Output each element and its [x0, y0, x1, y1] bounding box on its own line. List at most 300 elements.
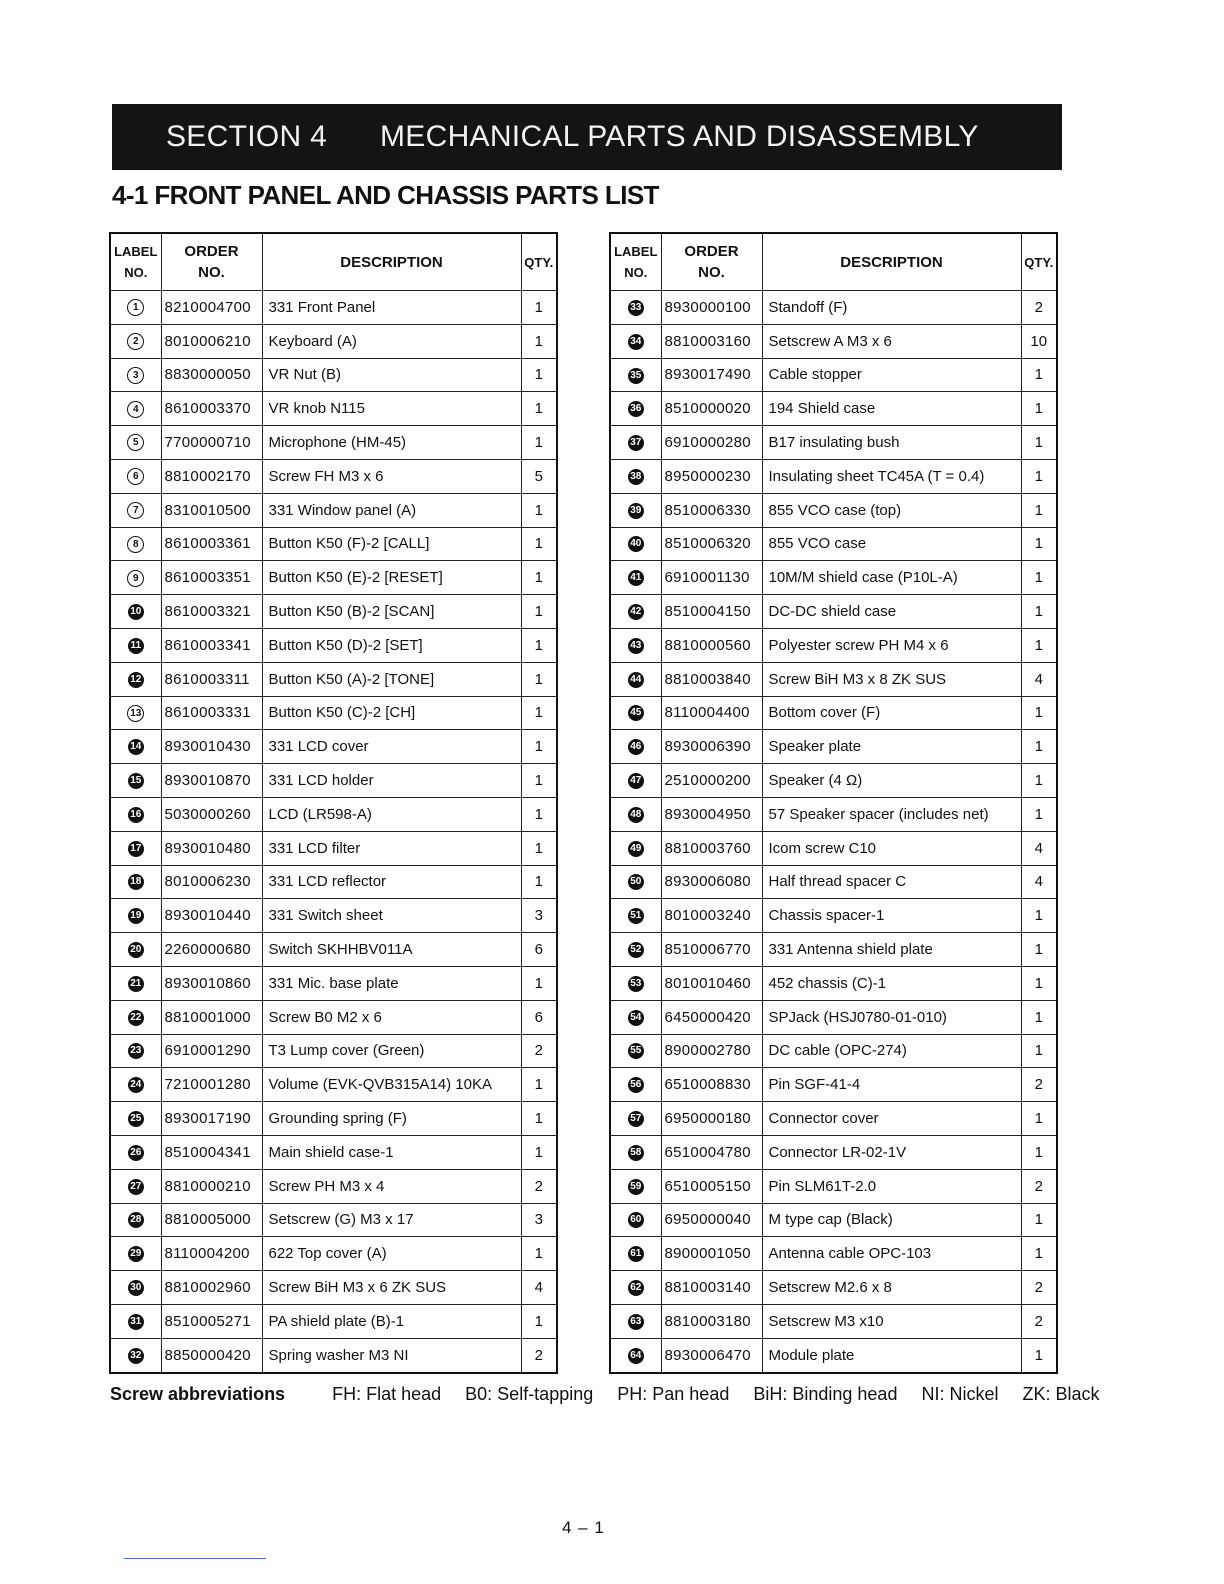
- order-number-cell: 8810000210: [161, 1169, 262, 1203]
- quantity-cell: 2: [521, 1169, 557, 1203]
- table-row: [610, 426, 1057, 460]
- label-cell: [110, 527, 161, 561]
- footer-rule: [124, 1558, 266, 1559]
- quantity-cell: 1: [521, 392, 557, 426]
- label-number-badge: 23: [128, 1043, 144, 1059]
- description-cell: VR Nut (B): [262, 358, 521, 392]
- label-cell: [610, 1102, 661, 1136]
- header-description: DESCRIPTION: [762, 233, 1021, 291]
- table-row: [610, 1338, 1057, 1372]
- header-qty: QTY.: [521, 233, 557, 291]
- table-row: [110, 595, 557, 629]
- table-row: [610, 1169, 1057, 1203]
- table-row: [110, 1034, 557, 1068]
- quantity-cell: 4: [1021, 831, 1057, 865]
- quantity-cell: 1: [521, 595, 557, 629]
- description-cell: Screw BiH M3 x 8 ZK SUS: [762, 662, 1021, 696]
- abbreviation-item: NI: Nickel: [921, 1384, 999, 1404]
- label-cell: [610, 662, 661, 696]
- description-cell: T3 Lump cover (Green): [262, 1034, 521, 1068]
- header-label: LABEL NO.: [610, 233, 661, 291]
- order-number-cell: 8510006320: [661, 527, 762, 561]
- description-cell: PA shield plate (B)-1: [262, 1304, 521, 1338]
- quantity-cell: 1: [521, 730, 557, 764]
- label-number-badge: 48: [628, 807, 644, 823]
- label-cell: [610, 696, 661, 730]
- table-row: [610, 324, 1057, 358]
- label-cell: [110, 730, 161, 764]
- order-number-cell: 8110004400: [661, 696, 762, 730]
- order-number-cell: 8610003321: [161, 595, 262, 629]
- label-number-badge: 44: [628, 672, 644, 688]
- quantity-cell: 1: [1021, 392, 1057, 426]
- order-number-cell: 7210001280: [161, 1068, 262, 1102]
- table-row: [610, 1068, 1057, 1102]
- label-cell: [610, 797, 661, 831]
- quantity-cell: 1: [521, 527, 557, 561]
- table-header-row: [610, 233, 1057, 291]
- description-cell: Spring washer M3 NI: [262, 1338, 521, 1372]
- order-number-cell: 8930010860: [161, 966, 262, 1000]
- description-cell: Main shield case-1: [262, 1135, 521, 1169]
- quantity-cell: 4: [521, 1271, 557, 1305]
- label-number-badge: 31: [128, 1314, 144, 1330]
- label-number-badge: 10: [128, 604, 144, 620]
- order-number-cell: 6910001130: [661, 561, 762, 595]
- label-number-badge: 1: [127, 299, 144, 316]
- table-row: [110, 493, 557, 527]
- table-row: [610, 1000, 1057, 1034]
- description-cell: 10M/M shield case (P10L-A): [762, 561, 1021, 595]
- table-row: [110, 764, 557, 798]
- label-cell: [610, 1034, 661, 1068]
- label-cell: [610, 392, 661, 426]
- label-cell: [110, 1203, 161, 1237]
- description-cell: Cable stopper: [762, 358, 1021, 392]
- order-number-cell: 8510004150: [661, 595, 762, 629]
- table-row: [110, 1304, 557, 1338]
- quantity-cell: 4: [1021, 865, 1057, 899]
- label-number-badge: 9: [127, 570, 144, 587]
- description-cell: Setscrew A M3 x 6: [762, 324, 1021, 358]
- quantity-cell: 1: [1021, 764, 1057, 798]
- description-cell: Button K50 (E)-2 [RESET]: [262, 561, 521, 595]
- table-row: [110, 696, 557, 730]
- label-number-badge: 28: [128, 1212, 144, 1228]
- quantity-cell: 1: [1021, 493, 1057, 527]
- label-cell: [610, 966, 661, 1000]
- description-cell: Setscrew (G) M3 x 17: [262, 1203, 521, 1237]
- table-row: [110, 865, 557, 899]
- table-row: [610, 358, 1057, 392]
- order-number-cell: 8930010440: [161, 899, 262, 933]
- description-cell: VR knob N115: [262, 392, 521, 426]
- header-qty: QTY.: [1021, 233, 1057, 291]
- description-cell: DC cable (OPC-274): [762, 1034, 1021, 1068]
- table-row: [610, 730, 1057, 764]
- quantity-cell: 5: [521, 459, 557, 493]
- table-row: [610, 865, 1057, 899]
- label-cell: [610, 764, 661, 798]
- description-cell: 331 LCD cover: [262, 730, 521, 764]
- label-number-badge: 59: [628, 1179, 644, 1195]
- label-cell: [110, 628, 161, 662]
- label-cell: [610, 1304, 661, 1338]
- order-number-cell: 8930010430: [161, 730, 262, 764]
- quantity-cell: 2: [1021, 1169, 1057, 1203]
- order-number-cell: 8930006470: [661, 1338, 762, 1372]
- description-cell: 57 Speaker spacer (includes net): [762, 797, 1021, 831]
- label-cell: [110, 1271, 161, 1305]
- table-row: [110, 1068, 557, 1102]
- order-number-cell: 6910001290: [161, 1034, 262, 1068]
- description-cell: Speaker plate: [762, 730, 1021, 764]
- order-number-cell: 8930006390: [661, 730, 762, 764]
- description-cell: 194 Shield case: [762, 392, 1021, 426]
- label-cell: [610, 324, 661, 358]
- description-cell: Button K50 (F)-2 [CALL]: [262, 527, 521, 561]
- quantity-cell: 1: [1021, 933, 1057, 967]
- header-description: DESCRIPTION: [262, 233, 521, 291]
- label-number-badge: 58: [628, 1145, 644, 1161]
- table-row: [610, 595, 1057, 629]
- section-title: MECHANICAL PARTS AND DISASSEMBLY: [380, 120, 979, 153]
- order-number-cell: 8810003760: [661, 831, 762, 865]
- label-number-badge: 2: [127, 333, 144, 350]
- label-cell: [110, 696, 161, 730]
- quantity-cell: 1: [521, 291, 557, 325]
- order-number-cell: 8010006210: [161, 324, 262, 358]
- label-number-badge: 63: [628, 1314, 644, 1330]
- table-row: [610, 933, 1057, 967]
- quantity-cell: 3: [521, 899, 557, 933]
- table-row: [110, 899, 557, 933]
- label-number-badge: 6: [127, 468, 144, 485]
- label-cell: [610, 831, 661, 865]
- description-cell: Button K50 (C)-2 [CH]: [262, 696, 521, 730]
- label-cell: [110, 1000, 161, 1034]
- description-cell: Module plate: [762, 1338, 1021, 1372]
- label-number-badge: 11: [128, 638, 144, 654]
- table-row: [110, 527, 557, 561]
- table-row: [610, 1135, 1057, 1169]
- label-number-badge: 64: [628, 1348, 644, 1364]
- description-cell: Switch SKHHBV011A: [262, 933, 521, 967]
- order-number-cell: 2260000680: [161, 933, 262, 967]
- table-row: [110, 730, 557, 764]
- label-cell: [110, 1135, 161, 1169]
- label-number-badge: 52: [628, 942, 644, 958]
- order-number-cell: 8010006230: [161, 865, 262, 899]
- table-row: [110, 1135, 557, 1169]
- description-cell: LCD (LR598-A): [262, 797, 521, 831]
- label-cell: [110, 1068, 161, 1102]
- label-number-badge: 17: [128, 841, 144, 857]
- label-number-badge: 21: [128, 976, 144, 992]
- label-cell: [610, 1169, 661, 1203]
- label-number-badge: 35: [628, 368, 644, 384]
- order-number-cell: 8610003361: [161, 527, 262, 561]
- order-number-cell: 8810005000: [161, 1203, 262, 1237]
- table-row: [610, 1271, 1057, 1305]
- quantity-cell: 1: [1021, 899, 1057, 933]
- label-cell: [110, 797, 161, 831]
- label-number-badge: 41: [628, 570, 644, 586]
- label-number-badge: 22: [128, 1010, 144, 1026]
- label-number-badge: 25: [128, 1111, 144, 1127]
- label-cell: [610, 865, 661, 899]
- order-number-cell: 8900001050: [661, 1237, 762, 1271]
- quantity-cell: 1: [1021, 561, 1057, 595]
- description-cell: Button K50 (A)-2 [TONE]: [262, 662, 521, 696]
- order-number-cell: 8210004700: [161, 291, 262, 325]
- quantity-cell: 1: [521, 561, 557, 595]
- screw-abbreviations: [110, 1384, 1100, 1405]
- label-number-badge: 26: [128, 1145, 144, 1161]
- table-row: [110, 291, 557, 325]
- label-cell: [110, 764, 161, 798]
- description-cell: Pin SLM61T-2.0: [762, 1169, 1021, 1203]
- label-cell: [610, 1000, 661, 1034]
- description-cell: Standoff (F): [762, 291, 1021, 325]
- order-number-cell: 8510005271: [161, 1304, 262, 1338]
- quantity-cell: 2: [1021, 1271, 1057, 1305]
- order-number-cell: 8610003311: [161, 662, 262, 696]
- table-row: [110, 1102, 557, 1136]
- label-number-badge: 16: [128, 807, 144, 823]
- quantity-cell: 1: [521, 865, 557, 899]
- quantity-cell: 2: [1021, 1304, 1057, 1338]
- label-cell: [110, 933, 161, 967]
- header-order: ORDER NO.: [161, 233, 262, 291]
- quantity-cell: 1: [521, 628, 557, 662]
- quantity-cell: 1: [1021, 358, 1057, 392]
- quantity-cell: 1: [521, 797, 557, 831]
- order-number-cell: 8510004341: [161, 1135, 262, 1169]
- order-number-cell: 8930006080: [661, 865, 762, 899]
- description-cell: 331 Mic. base plate: [262, 966, 521, 1000]
- label-cell: [110, 966, 161, 1000]
- label-cell: [110, 493, 161, 527]
- table-row: [610, 493, 1057, 527]
- quantity-cell: 1: [521, 1102, 557, 1136]
- quantity-cell: 1: [1021, 1102, 1057, 1136]
- table-row: [110, 628, 557, 662]
- label-number-badge: 20: [128, 942, 144, 958]
- label-number-badge: 29: [128, 1246, 144, 1262]
- label-cell: [610, 730, 661, 764]
- label-cell: [110, 358, 161, 392]
- order-number-cell: 8810000560: [661, 628, 762, 662]
- quantity-cell: 3: [521, 1203, 557, 1237]
- description-cell: M type cap (Black): [762, 1203, 1021, 1237]
- description-cell: 622 Top cover (A): [262, 1237, 521, 1271]
- order-number-cell: 8010003240: [661, 899, 762, 933]
- table-row: [110, 831, 557, 865]
- table-row: [110, 324, 557, 358]
- description-cell: Screw BiH M3 x 6 ZK SUS: [262, 1271, 521, 1305]
- label-number-badge: 39: [628, 503, 644, 519]
- label-number-badge: 45: [628, 705, 644, 721]
- order-number-cell: 8830000050: [161, 358, 262, 392]
- description-cell: 331 LCD holder: [262, 764, 521, 798]
- description-cell: Microphone (HM-45): [262, 426, 521, 460]
- quantity-cell: 1: [1021, 696, 1057, 730]
- label-number-badge: 56: [628, 1077, 644, 1093]
- table-row: [610, 831, 1057, 865]
- table-row: [610, 291, 1057, 325]
- table-row: [110, 459, 557, 493]
- description-cell: Insulating sheet TC45A (T = 0.4): [762, 459, 1021, 493]
- label-number-badge: 3: [127, 367, 144, 384]
- order-number-cell: 6950000040: [661, 1203, 762, 1237]
- quantity-cell: 1: [521, 966, 557, 1000]
- label-cell: [610, 1135, 661, 1169]
- label-cell: [110, 1304, 161, 1338]
- order-number-cell: 8930010480: [161, 831, 262, 865]
- label-number-badge: 43: [628, 638, 644, 654]
- abbreviation-item: PH: Pan head: [617, 1384, 730, 1404]
- order-number-cell: 6910000280: [661, 426, 762, 460]
- quantity-cell: 1: [521, 831, 557, 865]
- description-cell: B17 insulating bush: [762, 426, 1021, 460]
- order-number-cell: 6510005150: [661, 1169, 762, 1203]
- quantity-cell: 2: [1021, 291, 1057, 325]
- description-cell: Setscrew M3 x10: [762, 1304, 1021, 1338]
- page-number: 4 – 1: [562, 1518, 605, 1537]
- label-cell: [610, 1237, 661, 1271]
- table-row: [610, 1203, 1057, 1237]
- label-number-badge: 19: [128, 908, 144, 924]
- quantity-cell: 1: [1021, 730, 1057, 764]
- table-row: [110, 426, 557, 460]
- table-row: [610, 527, 1057, 561]
- order-number-cell: 8610003351: [161, 561, 262, 595]
- order-number-cell: 6510008830: [661, 1068, 762, 1102]
- table-row: [110, 1338, 557, 1372]
- label-number-badge: 50: [628, 874, 644, 890]
- label-number-badge: 53: [628, 976, 644, 992]
- quantity-cell: 10: [1021, 324, 1057, 358]
- label-cell: [110, 1237, 161, 1271]
- section-number: SECTION 4: [166, 120, 328, 153]
- quantity-cell: 1: [521, 493, 557, 527]
- description-cell: Pin SGF-41-4: [762, 1068, 1021, 1102]
- section-banner: [112, 104, 1062, 170]
- description-cell: 855 VCO case (top): [762, 493, 1021, 527]
- description-cell: 452 chassis (C)-1: [762, 966, 1021, 1000]
- table-row: [610, 459, 1057, 493]
- label-number-badge: 57: [628, 1111, 644, 1127]
- label-cell: [610, 1203, 661, 1237]
- description-cell: Polyester screw PH M4 x 6: [762, 628, 1021, 662]
- description-cell: Chassis spacer-1: [762, 899, 1021, 933]
- description-cell: SPJack (HSJ0780-01-010): [762, 1000, 1021, 1034]
- label-cell: [610, 527, 661, 561]
- label-number-badge: 4: [127, 401, 144, 418]
- order-number-cell: 8810003180: [661, 1304, 762, 1338]
- description-cell: 331 Window panel (A): [262, 493, 521, 527]
- order-number-cell: 6950000180: [661, 1102, 762, 1136]
- table-row: [610, 561, 1057, 595]
- label-number-badge: 40: [628, 536, 644, 552]
- label-cell: [110, 1169, 161, 1203]
- label-cell: [610, 1338, 661, 1372]
- label-cell: [610, 358, 661, 392]
- table-row: [610, 628, 1057, 662]
- label-number-badge: 5: [127, 434, 144, 451]
- quantity-cell: 2: [521, 1338, 557, 1372]
- label-cell: [610, 561, 661, 595]
- order-number-cell: 8510006330: [661, 493, 762, 527]
- quantity-cell: 1: [1021, 1034, 1057, 1068]
- label-cell: [610, 459, 661, 493]
- label-cell: [110, 865, 161, 899]
- order-number-cell: 8310010500: [161, 493, 262, 527]
- order-number-cell: 7700000710: [161, 426, 262, 460]
- label-cell: [110, 459, 161, 493]
- abbreviation-item: BiH: Binding head: [753, 1384, 898, 1404]
- label-cell: [610, 933, 661, 967]
- label-number-badge: 46: [628, 739, 644, 755]
- label-number-badge: 51: [628, 908, 644, 924]
- description-cell: Screw PH M3 x 4: [262, 1169, 521, 1203]
- description-cell: Screw B0 M2 x 6: [262, 1000, 521, 1034]
- order-number-cell: 8810001000: [161, 1000, 262, 1034]
- description-cell: Antenna cable OPC-103: [762, 1237, 1021, 1271]
- description-cell: 855 VCO case: [762, 527, 1021, 561]
- quantity-cell: 1: [1021, 966, 1057, 1000]
- description-cell: Button K50 (B)-2 [SCAN]: [262, 595, 521, 629]
- description-cell: Speaker (4 Ω): [762, 764, 1021, 798]
- quantity-cell: 1: [1021, 1000, 1057, 1034]
- quantity-cell: 1: [1021, 459, 1057, 493]
- quantity-cell: 6: [521, 1000, 557, 1034]
- label-cell: [610, 899, 661, 933]
- abbreviation-item: FH: Flat head: [332, 1384, 442, 1404]
- quantity-cell: 2: [1021, 1068, 1057, 1102]
- table-row: [610, 1102, 1057, 1136]
- quantity-cell: 1: [521, 324, 557, 358]
- label-number-badge: 8: [127, 536, 144, 553]
- header-order: ORDER NO.: [661, 233, 762, 291]
- label-number-badge: 38: [628, 469, 644, 485]
- quantity-cell: 2: [521, 1034, 557, 1068]
- description-cell: 331 LCD reflector: [262, 865, 521, 899]
- label-cell: [110, 324, 161, 358]
- order-number-cell: 8810003140: [661, 1271, 762, 1305]
- quantity-cell: 4: [1021, 662, 1057, 696]
- order-number-cell: 6450000420: [661, 1000, 762, 1034]
- order-number-cell: 8930010870: [161, 764, 262, 798]
- label-number-badge: 24: [128, 1077, 144, 1093]
- table-row: [110, 966, 557, 1000]
- table-row: [610, 1034, 1057, 1068]
- table-row: [610, 1237, 1057, 1271]
- table-row: [110, 1237, 557, 1271]
- quantity-cell: 1: [521, 764, 557, 798]
- table-row: [110, 561, 557, 595]
- label-number-badge: 47: [628, 773, 644, 789]
- order-number-cell: 8810002960: [161, 1271, 262, 1305]
- quantity-cell: 1: [1021, 1135, 1057, 1169]
- label-number-badge: 34: [628, 334, 644, 350]
- description-cell: 331 Antenna shield plate: [762, 933, 1021, 967]
- label-number-badge: 49: [628, 841, 644, 857]
- table-row: [610, 797, 1057, 831]
- order-number-cell: 8950000230: [661, 459, 762, 493]
- order-number-cell: 8810003840: [661, 662, 762, 696]
